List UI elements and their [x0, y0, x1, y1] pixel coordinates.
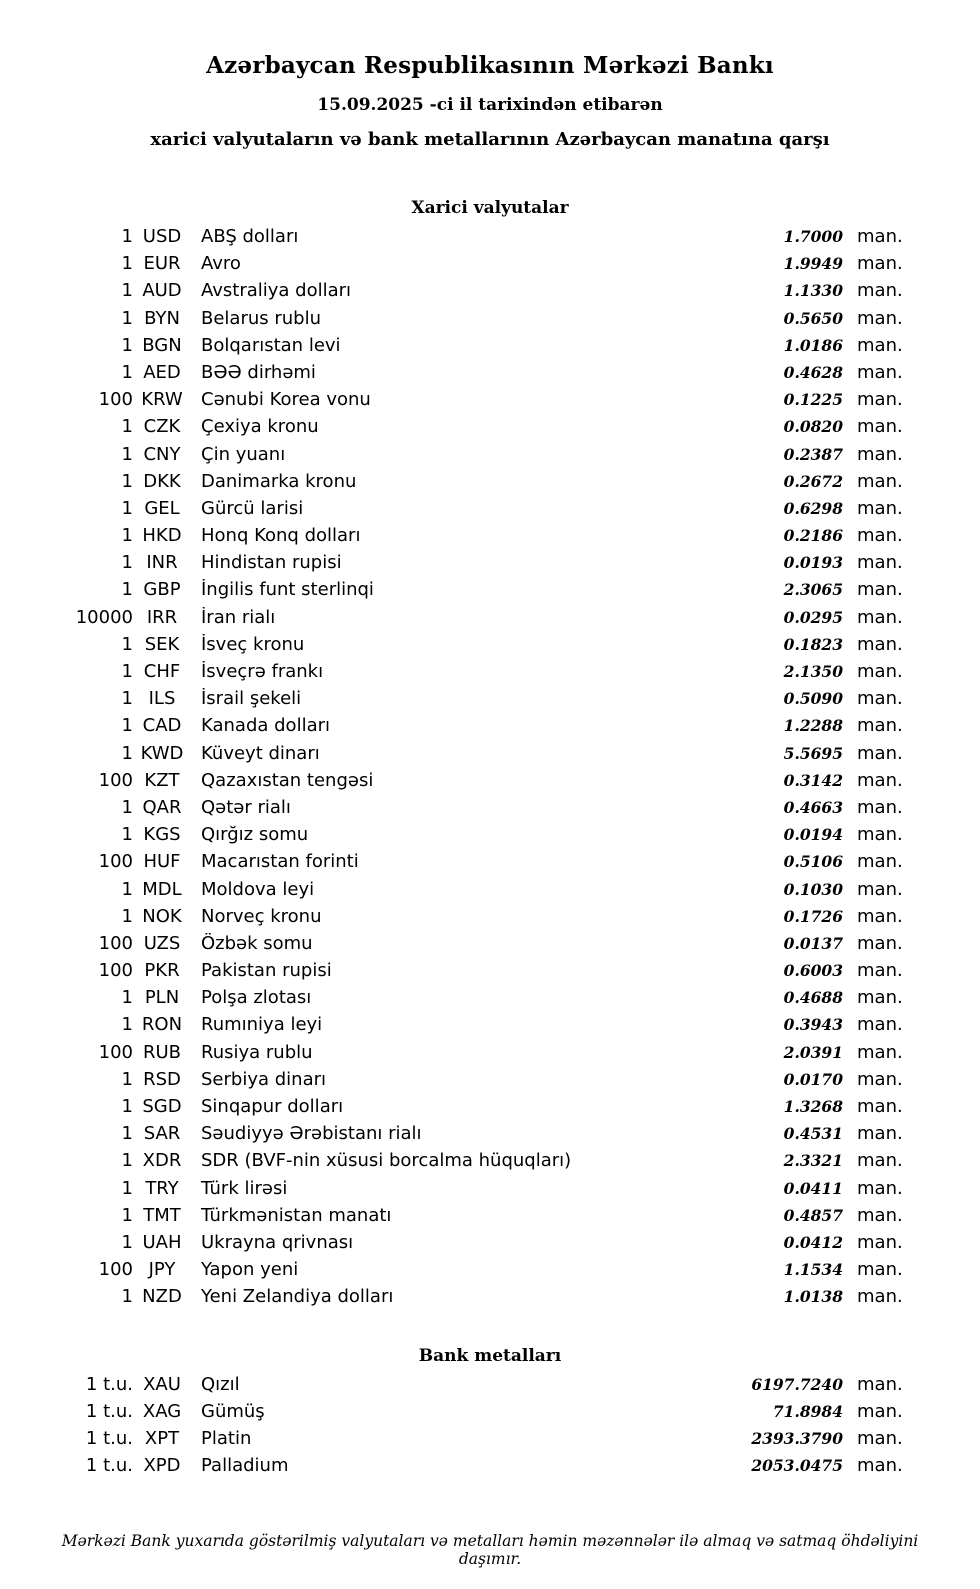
currencies-section	[0, 198, 980, 1314]
rate-value-cell: 0.5106	[783, 852, 843, 872]
rate-row	[75, 824, 905, 851]
rate-value-cell: 1.0138	[783, 1287, 843, 1307]
currency-code-cell: CHF	[143, 661, 181, 682]
rate-value-cell: 2053.0475	[751, 1456, 843, 1476]
rate-value-cell: 0.6298	[783, 498, 843, 518]
currency-code-cell: XPT	[144, 1427, 180, 1449]
rate-row	[75, 851, 905, 878]
currency-code-cell: RSD	[143, 1068, 181, 1090]
currency-code-cell: HKD	[142, 525, 182, 547]
currency-name-cell: İsrail şekeli	[201, 688, 302, 710]
unit-cell: man.	[857, 307, 903, 329]
currency-code-cell: PKR	[144, 960, 180, 982]
rate-row	[75, 743, 905, 770]
currency-code-cell: AED	[143, 361, 181, 383]
rate-value-cell: 0.2387	[783, 444, 843, 464]
rate-row	[75, 1014, 905, 1041]
rate-value-cell: 0.0295	[783, 607, 843, 627]
currency-code-cell: CNY	[143, 443, 181, 465]
rate-row	[75, 1455, 905, 1482]
currency-code-cell: RUB	[142, 1041, 182, 1063]
quantity-cell: 1	[121, 253, 133, 275]
rate-row	[75, 1401, 905, 1428]
rate-value-cell: 1.9949	[783, 254, 843, 274]
currency-code-cell: DKK	[143, 470, 181, 492]
quantity-cell: 100	[98, 389, 133, 411]
quantity-cell: 1	[121, 688, 133, 710]
unit-cell: man.	[857, 552, 903, 574]
rate-row	[75, 906, 905, 933]
currency-code-cell: HUF	[143, 851, 181, 873]
currency-code-cell: XAU	[143, 1373, 181, 1395]
unit-cell: man.	[857, 1150, 903, 1172]
rate-value-cell: 1.1534	[783, 1260, 843, 1280]
rate-row	[75, 498, 905, 525]
currency-code-cell: BYN	[144, 307, 180, 329]
rate-row	[75, 226, 905, 253]
currency-name-cell: Polşa zlotası	[201, 987, 312, 1009]
currency-name-cell: Çin yuanı	[201, 443, 286, 465]
rate-row	[75, 579, 905, 606]
unit-cell: man.	[857, 1427, 903, 1449]
currency-name-cell: Qətər rialı	[201, 796, 291, 818]
rate-row	[75, 770, 905, 797]
unit-cell: man.	[857, 769, 903, 791]
quantity-cell: 1	[121, 280, 133, 302]
currency-code-cell: KZT	[144, 769, 180, 791]
rate-row	[75, 1232, 905, 1259]
rate-value-cell: 1.3268	[783, 1097, 843, 1116]
rate-row	[75, 1374, 905, 1401]
unit-cell: man.	[857, 443, 903, 465]
quantity-cell: 1	[121, 1204, 133, 1226]
currency-code-cell: GEL	[144, 497, 180, 519]
rate-row	[75, 444, 905, 471]
currency-name-cell: Belarus rublu	[201, 307, 322, 329]
disclaimer-text: Mərkəzi Bank yuxarıda göstərilmiş valyutaları və metalları həmin məzənnələr ilə almaq və satmaq öhdəliyini daşımır.	[61, 1532, 919, 1569]
rate-row	[75, 607, 905, 634]
quantity-cell: 100	[98, 1041, 133, 1063]
currency-name-cell: BƏƏ dirhəmi	[201, 361, 316, 383]
currency-code-cell: KWD	[140, 742, 184, 764]
unit-cell: man.	[857, 416, 903, 438]
unit-cell: man.	[857, 606, 903, 628]
rate-row	[75, 1069, 905, 1096]
quantity-cell: 1 t.u.	[85, 1400, 133, 1422]
rate-row	[75, 960, 905, 987]
unit-cell: man.	[857, 633, 903, 655]
rate-row	[75, 471, 905, 498]
currency-code-cell: USD	[142, 226, 182, 247]
quantity-cell: 1	[121, 742, 133, 764]
unit-cell: man.	[857, 1373, 903, 1395]
unit-cell: man.	[857, 878, 903, 900]
currency-name-cell: Avstraliya dolları	[201, 280, 352, 302]
quantity-cell: 100	[98, 1259, 133, 1281]
rate-value-cell: 0.4857	[783, 1205, 843, 1225]
currency-name-cell: Hindistan rupisi	[201, 552, 342, 574]
currency-code-cell: NZD	[142, 1286, 182, 1308]
rate-value-cell: 0.5650	[783, 308, 843, 328]
currency-name-cell: Danimarka kronu	[201, 470, 357, 492]
currency-code-cell: AUD	[142, 280, 182, 302]
quantity-cell: 1	[121, 878, 133, 900]
unit-cell: man.	[857, 1455, 903, 1477]
currency-code-cell: QAR	[142, 796, 182, 818]
quantity-cell: 10000	[75, 606, 133, 628]
rate-value-cell: 2.3321	[783, 1151, 843, 1171]
rate-value-cell: 2.1350	[783, 662, 843, 681]
quantity-cell: 1	[121, 525, 133, 547]
currency-code-cell: ILS	[148, 688, 176, 710]
currencies-section-title: Xarici valyutalar	[411, 198, 569, 218]
currency-code-cell: XPD	[143, 1455, 181, 1477]
currency-code-cell: TRY	[145, 1177, 179, 1199]
rate-value-cell: 0.4628	[783, 362, 843, 382]
currency-name-cell: Sinqapur dolları	[201, 1096, 344, 1117]
rate-value-cell: 0.3943	[783, 1015, 843, 1035]
unit-cell: man.	[857, 1177, 903, 1199]
quantity-cell: 1	[121, 1068, 133, 1090]
rate-row	[75, 1042, 905, 1069]
rate-value-cell: 71.8984	[772, 1401, 843, 1421]
rate-row	[75, 280, 905, 307]
quantity-cell: 100	[98, 932, 133, 954]
quantity-cell: 1	[121, 987, 133, 1009]
currency-code-cell: RON	[141, 1014, 183, 1036]
quantity-cell: 1	[121, 1150, 133, 1172]
currency-code-cell: JPY	[148, 1259, 176, 1281]
rate-row	[75, 634, 905, 661]
rate-row	[75, 1286, 905, 1313]
currency-name-cell: Türkmənistan manatı	[201, 1204, 392, 1226]
currency-code-cell: KGS	[143, 824, 181, 846]
unit-cell: man.	[857, 334, 903, 356]
unit-cell: man.	[857, 1286, 903, 1308]
rate-row	[75, 525, 905, 552]
currency-name-cell: İngilis funt sterlinqi	[201, 579, 374, 601]
currency-code-cell: KRW	[141, 389, 183, 411]
rate-value-cell: 0.6003	[783, 961, 843, 981]
rate-value-cell: 2.3065	[783, 580, 843, 600]
unit-cell: man.	[857, 1041, 903, 1063]
currency-name-cell: Qazaxıstan tengəsi	[201, 769, 374, 791]
unit-cell: man.	[857, 742, 903, 764]
rate-value-cell: 1.7000	[783, 227, 843, 246]
rate-value-cell: 5.5695	[783, 743, 843, 763]
rate-row	[75, 308, 905, 335]
unit-cell: man.	[857, 987, 903, 1009]
currency-name-cell: İsveçrə frankı	[201, 661, 324, 682]
quantity-cell: 1	[121, 552, 133, 574]
unit-cell: man.	[857, 851, 903, 873]
unit-cell: man.	[857, 1259, 903, 1281]
currency-name-cell: Serbiya dinarı	[201, 1068, 326, 1090]
quantity-cell: 1 t.u.	[85, 1455, 133, 1477]
currency-rates-table	[75, 226, 905, 1314]
rate-row	[75, 1178, 905, 1205]
currency-code-cell: MDL	[142, 878, 182, 900]
currency-code-cell: PLN	[144, 987, 180, 1009]
currency-code-cell: EUR	[143, 253, 181, 275]
currency-name-cell: ABŞ dolları	[201, 226, 299, 247]
rate-row	[75, 879, 905, 906]
rate-row	[75, 253, 905, 280]
currency-name-cell: Avro	[201, 253, 241, 275]
rate-value-cell: 0.0412	[783, 1232, 843, 1252]
unit-cell: man.	[857, 905, 903, 927]
currency-code-cell: NOK	[142, 905, 182, 927]
currency-name-cell: Rumıniya leyi	[201, 1014, 323, 1036]
currency-name-cell: Pakistan rupisi	[201, 960, 332, 982]
metal-rates-table	[75, 1374, 905, 1483]
quantity-cell: 1	[121, 1123, 133, 1145]
quantity-cell: 1	[121, 579, 133, 601]
currency-name-cell: Küveyt dinarı	[201, 742, 320, 764]
unit-cell: man.	[857, 1014, 903, 1036]
unit-cell: man.	[857, 361, 903, 383]
rate-value-cell: 0.1726	[783, 906, 843, 926]
rate-value-cell: 0.0193	[783, 553, 843, 573]
rate-row	[75, 661, 905, 688]
currency-name-cell: Rusiya rublu	[201, 1041, 313, 1063]
unit-cell: man.	[857, 280, 903, 302]
unit-cell: man.	[857, 824, 903, 846]
quantity-cell: 1	[121, 661, 133, 682]
rate-value-cell: 2393.3790	[751, 1428, 843, 1448]
quantity-cell: 1	[121, 1231, 133, 1253]
currency-name-cell: Özbək somu	[201, 932, 313, 954]
quantity-cell: 1	[121, 226, 133, 247]
currency-name-cell: Honq Konq dolları	[201, 525, 361, 547]
quantity-cell: 1	[121, 633, 133, 655]
unit-cell: man.	[857, 661, 903, 682]
currency-code-cell: XDR	[142, 1150, 182, 1172]
currency-name-cell: Moldova leyi	[201, 878, 315, 900]
rate-value-cell: 0.2672	[783, 471, 843, 491]
rate-value-cell: 0.0820	[783, 417, 843, 437]
rate-value-cell: 0.0411	[783, 1178, 843, 1198]
rate-value-cell: 0.5090	[783, 689, 843, 709]
unit-cell: man.	[857, 470, 903, 492]
currency-code-cell: UZS	[143, 932, 181, 954]
quantity-cell: 1	[121, 796, 133, 818]
rate-row	[75, 335, 905, 362]
rate-value-cell: 1.0186	[783, 335, 843, 355]
unit-cell: man.	[857, 525, 903, 547]
quantity-cell: 100	[98, 960, 133, 982]
currency-name-cell: Macarıstan forinti	[201, 851, 359, 873]
unit-cell: man.	[857, 960, 903, 982]
quantity-cell: 1	[121, 497, 133, 519]
rate-row	[75, 1150, 905, 1177]
currency-name-cell: İsveç kronu	[201, 633, 305, 655]
currency-code-cell: IRR	[146, 606, 178, 628]
unit-cell: man.	[857, 226, 903, 247]
unit-cell: man.	[857, 1400, 903, 1422]
quantity-cell: 1	[121, 715, 133, 737]
unit-cell: man.	[857, 579, 903, 601]
rate-value-cell: 0.3142	[783, 770, 843, 790]
page-subtitle: xarici valyutaların və bank metallarının Azərbaycan manatına qarşı	[150, 129, 830, 150]
rate-value-cell: 0.1225	[783, 390, 843, 410]
quantity-cell: 1	[121, 334, 133, 356]
unit-cell: man.	[857, 796, 903, 818]
quantity-cell: 1	[121, 824, 133, 846]
quantity-cell: 1	[121, 470, 133, 492]
rate-value-cell: 0.0170	[783, 1069, 843, 1089]
quantity-cell: 1	[121, 1014, 133, 1036]
rate-row	[75, 933, 905, 960]
currency-code-cell: UAH	[142, 1231, 182, 1253]
rate-row	[75, 389, 905, 416]
currency-name-cell: Kanada dolları	[201, 715, 331, 737]
document-header	[0, 52, 980, 150]
currency-name-cell: Qırğız somu	[201, 824, 309, 846]
quantity-cell: 1	[121, 361, 133, 383]
rate-value-cell: 1.1330	[783, 281, 843, 301]
effective-date: 15.09.2025 -ci il tarixindən etibarən	[317, 95, 663, 115]
rate-value-cell: 0.1030	[783, 879, 843, 899]
page-title: Azərbaycan Respublikasının Mərkəzi Bankı	[206, 52, 774, 79]
unit-cell: man.	[857, 1123, 903, 1145]
quantity-cell: 1 t.u.	[85, 1373, 133, 1395]
currency-code-cell: CAD	[142, 715, 182, 737]
unit-cell: man.	[857, 389, 903, 411]
unit-cell: man.	[857, 1204, 903, 1226]
quantity-cell: 100	[98, 769, 133, 791]
unit-cell: man.	[857, 1096, 903, 1117]
currency-name-cell: Platin	[201, 1427, 252, 1449]
currency-name-cell: Səudiyyə Ərəbistanı rialı	[201, 1123, 422, 1145]
currency-name-cell: Qızıl	[201, 1373, 240, 1395]
unit-cell: man.	[857, 1231, 903, 1253]
rate-row	[75, 1123, 905, 1150]
unit-cell: man.	[857, 253, 903, 275]
unit-cell: man.	[857, 715, 903, 737]
currency-name-cell: Bolqarıstan levi	[201, 334, 341, 356]
rate-row	[75, 797, 905, 824]
currency-code-cell: SEK	[144, 633, 180, 655]
unit-cell: man.	[857, 932, 903, 954]
currency-name-cell: Yapon yeni	[201, 1259, 299, 1281]
currency-name-cell: Gürcü larisi	[201, 497, 304, 519]
quantity-cell: 1	[121, 1177, 133, 1199]
quantity-cell: 1 t.u.	[85, 1427, 133, 1449]
rate-value-cell: 2.0391	[783, 1042, 843, 1062]
currency-code-cell: SGD	[142, 1096, 182, 1117]
currency-name-cell: Ukrayna qrivnası	[201, 1231, 354, 1253]
rate-row	[75, 1259, 905, 1286]
quantity-cell: 1	[121, 307, 133, 329]
currency-code-cell: SAR	[143, 1123, 181, 1145]
rate-value-cell: 0.0137	[783, 933, 843, 953]
currency-code-cell: INR	[146, 552, 178, 574]
rate-row	[75, 1096, 905, 1123]
rate-value-cell: 0.4531	[783, 1124, 843, 1144]
quantity-cell: 1	[121, 1096, 133, 1117]
currency-name-cell: Palladium	[201, 1455, 289, 1477]
currency-name-cell: Yeni Zelandiya dolları	[201, 1286, 394, 1308]
rate-value-cell: 0.1823	[783, 634, 843, 654]
metals-section	[0, 1346, 980, 1483]
quantity-cell: 1	[121, 416, 133, 438]
rate-value-cell: 0.0194	[783, 825, 843, 845]
unit-cell: man.	[857, 688, 903, 710]
unit-cell: man.	[857, 497, 903, 519]
rate-value-cell: 0.2186	[783, 526, 843, 546]
currency-name-cell: Türk lirəsi	[201, 1177, 288, 1199]
currency-name-cell: Norveç kronu	[201, 905, 322, 927]
rate-value-cell: 6197.7240	[751, 1374, 843, 1394]
rate-row	[75, 715, 905, 742]
rate-row	[75, 1428, 905, 1455]
rate-row	[75, 416, 905, 443]
currency-name-cell: SDR (BVF-nin xüsusi borcalma hüquqları)	[201, 1150, 572, 1172]
currency-code-cell: XAG	[142, 1400, 182, 1422]
rate-value-cell: 0.4663	[783, 797, 843, 817]
currency-name-cell: Çexiya kronu	[201, 416, 319, 438]
quantity-cell: 100	[98, 851, 133, 873]
rate-row	[75, 688, 905, 715]
quantity-cell: 1	[121, 443, 133, 465]
currency-code-cell: TMT	[143, 1204, 181, 1226]
rate-value-cell: 1.2288	[783, 716, 843, 736]
currency-name-cell: Gümüş	[201, 1400, 265, 1422]
rate-row	[75, 362, 905, 389]
quantity-cell: 1	[121, 1286, 133, 1308]
currency-code-cell: GBP	[143, 579, 181, 601]
quantity-cell: 1	[121, 905, 133, 927]
rate-row	[75, 552, 905, 579]
rate-row	[75, 1205, 905, 1232]
currency-name-cell: Cənubi Korea vonu	[201, 389, 371, 411]
currency-name-cell: İran rialı	[201, 606, 276, 628]
currency-code-cell: CZK	[143, 416, 181, 438]
unit-cell: man.	[857, 1068, 903, 1090]
metals-section-title: Bank metalları	[418, 1345, 562, 1366]
currency-code-cell: BGN	[142, 334, 182, 356]
rate-value-cell: 0.4688	[783, 988, 843, 1008]
rate-row	[75, 987, 905, 1014]
